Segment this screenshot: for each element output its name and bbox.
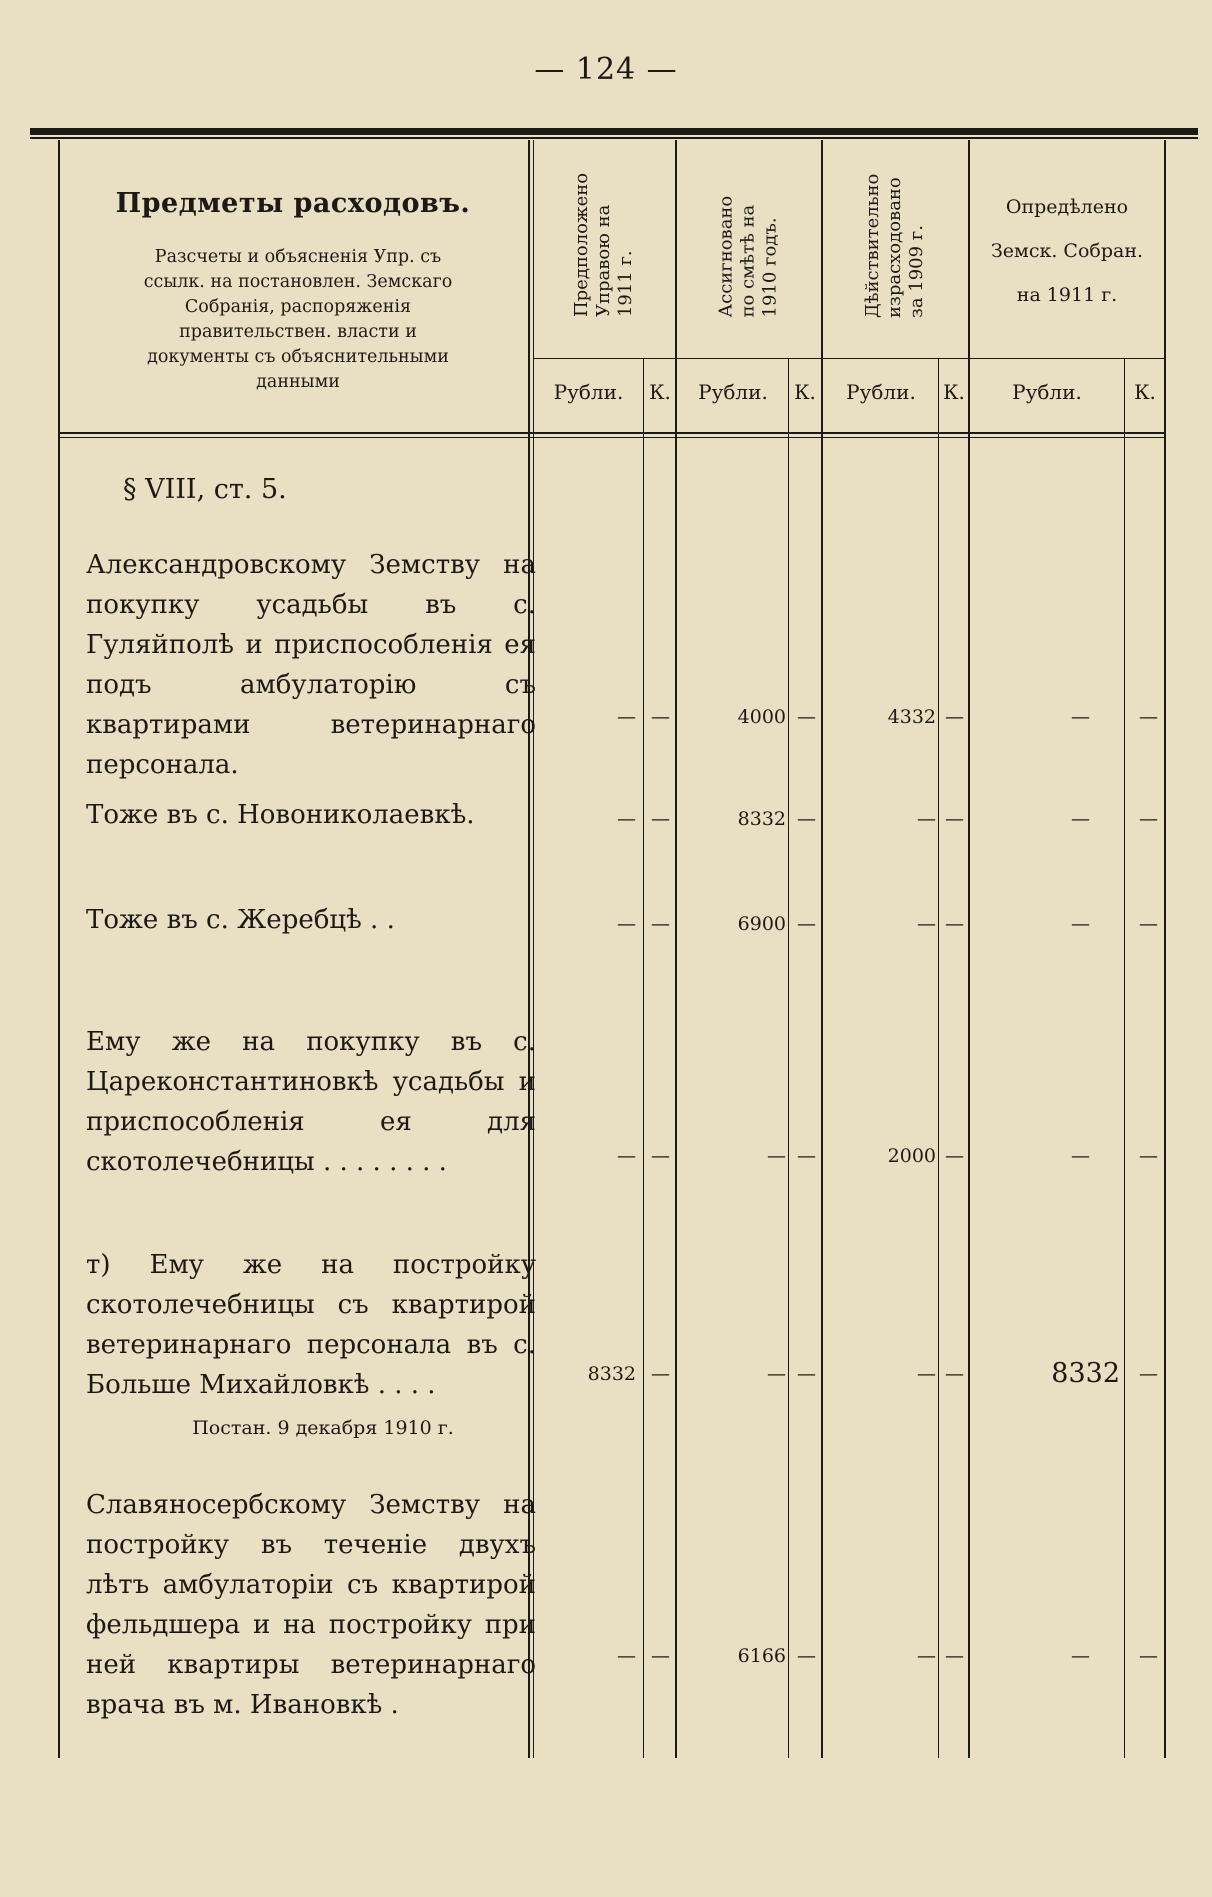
row-value: — <box>651 1363 670 1385</box>
row-value: — <box>945 1645 964 1667</box>
row-value: — <box>945 1145 964 1167</box>
header-rule <box>533 358 1165 359</box>
header-bottom-rule <box>58 432 1166 434</box>
row-value: — <box>945 706 964 728</box>
row-value: — <box>945 913 964 935</box>
row-value: — <box>1071 1645 1090 1667</box>
top-rule <box>30 128 1198 135</box>
row-value: — <box>651 1645 670 1667</box>
column-header-assigned: Ассигновано по смѣтѣ на 1910 годъ. <box>715 195 781 318</box>
row-value: — <box>651 706 670 728</box>
unit-kopecks: К. <box>794 380 816 404</box>
row-value: — <box>917 913 936 935</box>
row-value: — <box>1071 808 1090 830</box>
row-value: — <box>651 913 670 935</box>
row-value: 8332 <box>587 1363 636 1385</box>
row-value: — <box>767 1145 786 1167</box>
top-rule-thin <box>30 137 1198 139</box>
page-number: — 124 — <box>534 52 678 87</box>
row-value: — <box>917 808 936 830</box>
row-value: — <box>617 706 636 728</box>
section-heading: § VIII, ст. 5. <box>123 474 287 505</box>
kop-divider <box>643 358 644 1758</box>
row-text: Ему же на покупку въ с. Цареконстантиновкѣ усадьбы и приспособленія ея для скотолечебницы . . . . . . . . <box>86 1027 536 1177</box>
row-value: 6900 <box>737 913 786 935</box>
row-value: — <box>617 1645 636 1667</box>
row-value: — <box>945 1363 964 1385</box>
row-value: — <box>651 1145 670 1167</box>
kop-divider <box>938 358 939 1758</box>
unit-rubles: Рубли. <box>846 380 916 404</box>
row-text: Тоже въ с. Жеребцѣ . . <box>86 905 395 935</box>
table-border-right <box>1164 140 1166 1758</box>
row-value: — <box>767 1363 786 1385</box>
row-value: — <box>1139 913 1158 935</box>
row-value: — <box>617 1145 636 1167</box>
row-value: 6166 <box>737 1645 786 1667</box>
row-value: — <box>1071 913 1090 935</box>
row-value: — <box>1139 1363 1158 1385</box>
row-value: 4332 <box>887 706 936 728</box>
expense-table <box>58 140 1166 1758</box>
row-value: — <box>1071 706 1090 728</box>
unit-kopecks: К. <box>943 380 965 404</box>
row-text: Славяносербскому Земству на постройку въ теченіе двухъ лѣтъ амбулаторіи съ квартирой фельдшера и на постройку при ней квартиры ветеринарнаго врача въ м. Ивановкѣ . <box>86 1490 536 1720</box>
column-header-proposed: Предположено Управою на 1911 г. <box>571 172 637 318</box>
row-value: — <box>617 808 636 830</box>
table-border-left <box>58 140 60 1758</box>
col-divider <box>675 140 677 1758</box>
row-note: Постан. 9 декабря 1910 г. <box>192 1417 454 1439</box>
row-value: 8332 <box>1051 1358 1120 1389</box>
row-value: 4000 <box>737 706 786 728</box>
unit-kopecks: К. <box>1134 380 1156 404</box>
header-bottom-rule-thin <box>58 437 1166 438</box>
unit-kopecks: К. <box>649 380 671 404</box>
row-value: — <box>1071 1145 1090 1167</box>
unit-rubles: Рубли. <box>698 380 768 404</box>
row-value: — <box>917 1645 936 1667</box>
header-title: Предметы расходовъ. <box>115 188 471 219</box>
row-value: — <box>797 808 816 830</box>
row-value: — <box>797 706 816 728</box>
row-value: 2000 <box>887 1145 936 1167</box>
row-value: — <box>797 1145 816 1167</box>
column-header-spent: Дѣйствительно израсходовано за 1909 г. <box>862 173 927 318</box>
row-text: Александровскому Земству на покупку усадьбы въ с. Гуляйполѣ и приспособленія ея подъ амбулаторію съ квартирами ветеринарнаго персонала. <box>86 550 536 780</box>
row-text: т) Ему же на постройку скотолечебницы съ квартирой ветеринарнаго персонала въ с. Больше Михайловкѣ . . . . <box>86 1250 536 1400</box>
row-value: — <box>651 808 670 830</box>
row-value: — <box>1139 1145 1158 1167</box>
row-value: — <box>797 1645 816 1667</box>
row-value: — <box>945 808 964 830</box>
col-divider <box>821 140 823 1758</box>
row-value: — <box>1139 1645 1158 1667</box>
unit-rubles: Рубли. <box>553 380 624 404</box>
header-subtitle: Разсчеты и объясненія Упр. съ ссылк. на постановлен. Земскаго Собранія, распоряженія правительствен. власти и документы съ объяснительными данными <box>143 247 453 392</box>
kop-divider <box>788 358 789 1758</box>
kop-divider <box>1124 358 1125 1758</box>
row-value: 8332 <box>737 808 786 830</box>
row-value: — <box>1139 808 1158 830</box>
row-value: — <box>797 1363 816 1385</box>
row-text: Тоже въ с. Новониколаевкѣ. <box>86 800 475 830</box>
column-header-determined: Опредѣлено Земск. Собран. на 1911 г. <box>990 196 1144 306</box>
row-value: — <box>917 1363 936 1385</box>
unit-rubles: Рубли. <box>1012 380 1082 404</box>
row-value: — <box>1139 706 1158 728</box>
row-value: — <box>797 913 816 935</box>
row-value: — <box>617 913 636 935</box>
